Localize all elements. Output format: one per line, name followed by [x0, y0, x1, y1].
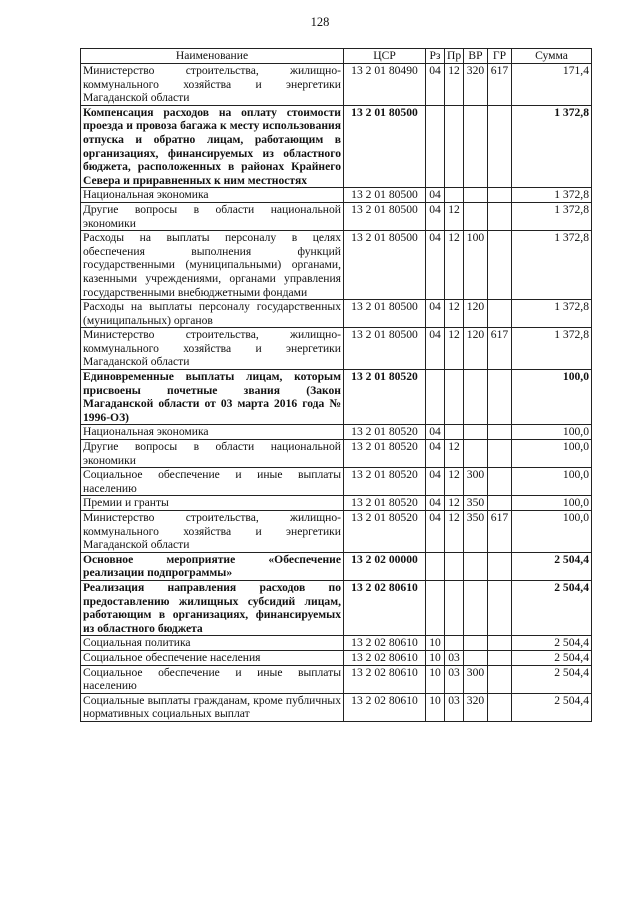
cell-pr — [445, 636, 464, 651]
cell-name: Социальное обеспечение и иные выплаты населению — [81, 665, 344, 693]
cell-sum: 2 504,4 — [512, 665, 592, 693]
cell-vr: 320 — [464, 693, 488, 721]
cell-vr — [464, 202, 488, 230]
cell-gr: 617 — [488, 64, 512, 106]
cell-sum: 100,0 — [512, 440, 592, 468]
table-row — [81, 693, 592, 721]
cell-name: Другие вопросы в области национальной экономики — [81, 440, 344, 468]
cell-csr: 13 2 02 80610 — [344, 665, 426, 693]
cell-rz — [426, 370, 445, 425]
cell-name: Единовременные выплаты лицам, которым присвоены почетные звания (Закон Магаданской области от 03 марта 2016 года № 1996-ОЗ) — [81, 370, 344, 425]
cell-name: Министерство строительства, жилищно-коммунального хозяйства и энергетики Магаданской области — [81, 328, 344, 370]
cell-csr: 13 2 02 80610 — [344, 580, 426, 635]
cell-pr: 12 — [445, 300, 464, 328]
cell-sum: 100,0 — [512, 496, 592, 511]
table-row — [81, 300, 592, 328]
cell-csr: 13 2 01 80520 — [344, 511, 426, 553]
cell-rz: 04 — [426, 328, 445, 370]
table-row — [81, 188, 592, 203]
cell-rz: 04 — [426, 64, 445, 106]
cell-vr — [464, 552, 488, 580]
table-row — [81, 370, 592, 425]
cell-csr: 13 2 01 80500 — [344, 202, 426, 230]
cell-sum: 100,0 — [512, 425, 592, 440]
cell-sum: 2 504,4 — [512, 580, 592, 635]
cell-sum: 1 372,8 — [512, 300, 592, 328]
cell-name: Национальная экономика — [81, 188, 344, 203]
cell-vr: 350 — [464, 511, 488, 553]
cell-sum: 2 504,4 — [512, 650, 592, 665]
cell-gr — [488, 188, 512, 203]
cell-sum: 1 372,8 — [512, 328, 592, 370]
cell-gr — [488, 468, 512, 496]
cell-name: Премии и гранты — [81, 496, 344, 511]
cell-name: Министерство строительства, жилищно-коммунального хозяйства и энергетики Магаданской области — [81, 64, 344, 106]
table-row — [81, 468, 592, 496]
cell-csr: 13 2 01 80500 — [344, 328, 426, 370]
cell-rz: 04 — [426, 231, 445, 300]
cell-vr: 300 — [464, 665, 488, 693]
cell-pr — [445, 188, 464, 203]
cell-gr — [488, 552, 512, 580]
table-row — [81, 552, 592, 580]
cell-gr — [488, 693, 512, 721]
header-pr: Пр — [445, 49, 464, 64]
cell-gr: 617 — [488, 511, 512, 553]
cell-rz: 04 — [426, 202, 445, 230]
cell-pr: 12 — [445, 440, 464, 468]
cell-pr: 03 — [445, 693, 464, 721]
table-row — [81, 665, 592, 693]
cell-csr: 13 2 01 80520 — [344, 440, 426, 468]
cell-csr: 13 2 02 80610 — [344, 693, 426, 721]
cell-name: Социальное обеспечение населения — [81, 650, 344, 665]
cell-rz — [426, 105, 445, 188]
table-row — [81, 650, 592, 665]
cell-sum: 2 504,4 — [512, 636, 592, 651]
cell-vr: 350 — [464, 496, 488, 511]
cell-gr — [488, 650, 512, 665]
cell-rz: 10 — [426, 650, 445, 665]
cell-gr — [488, 636, 512, 651]
cell-gr — [488, 300, 512, 328]
cell-vr — [464, 188, 488, 203]
cell-rz — [426, 552, 445, 580]
header-vr: ВР — [464, 49, 488, 64]
cell-name: Компенсация расходов на оплату стоимости проезда и провоза багажа к месту использования отпуска и обратно лицам, работающим в организациях, финансируемых из областного бюджета, расположенных в районах Крайнего Севера и приравненных к ним местностях — [81, 105, 344, 188]
cell-sum: 1 372,8 — [512, 188, 592, 203]
table-row — [81, 328, 592, 370]
cell-vr — [464, 105, 488, 188]
cell-vr: 120 — [464, 328, 488, 370]
cell-pr: 03 — [445, 665, 464, 693]
cell-name: Социальное обеспечение и иные выплаты населению — [81, 468, 344, 496]
cell-vr: 320 — [464, 64, 488, 106]
table-row — [81, 511, 592, 553]
table-row — [81, 202, 592, 230]
cell-name: Расходы на выплаты персоналу в целях обеспечения выполнения функций государственными (муниципальными) органами, казенными учреждениями, органами управления государственными внебюджетными фондами — [81, 231, 344, 300]
cell-pr — [445, 425, 464, 440]
table-body — [81, 64, 592, 722]
cell-pr: 12 — [445, 468, 464, 496]
cell-vr: 120 — [464, 300, 488, 328]
page-number: 128 — [310, 15, 330, 29]
cell-gr — [488, 580, 512, 635]
table-row — [81, 425, 592, 440]
cell-name: Основное мероприятие «Обеспечение реализации подпрограммы» — [81, 552, 344, 580]
cell-sum: 100,0 — [512, 511, 592, 553]
header-sum: Сумма — [512, 49, 592, 64]
cell-csr: 13 2 01 80500 — [344, 231, 426, 300]
cell-sum: 171,4 — [512, 64, 592, 106]
cell-pr: 12 — [445, 202, 464, 230]
cell-name: Расходы на выплаты персоналу государственных (муниципальных) органов — [81, 300, 344, 328]
cell-name: Социальные выплаты гражданам, кроме публичных нормативных социальных выплат — [81, 693, 344, 721]
cell-pr — [445, 552, 464, 580]
cell-rz: 04 — [426, 440, 445, 468]
cell-gr — [488, 425, 512, 440]
cell-gr — [488, 370, 512, 425]
header-csr: ЦСР — [344, 49, 426, 64]
header-rz: Рз — [426, 49, 445, 64]
table-row — [81, 440, 592, 468]
cell-name: Национальная экономика — [81, 425, 344, 440]
cell-csr: 13 2 01 80500 — [344, 105, 426, 188]
cell-rz: 10 — [426, 665, 445, 693]
cell-pr — [445, 370, 464, 425]
cell-pr — [445, 580, 464, 635]
cell-sum: 2 504,4 — [512, 552, 592, 580]
cell-gr — [488, 665, 512, 693]
cell-rz — [426, 580, 445, 635]
table-row — [81, 231, 592, 300]
cell-pr — [445, 105, 464, 188]
table-row — [81, 580, 592, 635]
cell-sum: 100,0 — [512, 370, 592, 425]
cell-rz: 10 — [426, 636, 445, 651]
cell-sum: 1 372,8 — [512, 231, 592, 300]
cell-gr — [488, 496, 512, 511]
cell-vr: 300 — [464, 468, 488, 496]
cell-gr — [488, 105, 512, 188]
header-name: Наименование — [81, 49, 344, 64]
cell-csr: 13 2 01 80490 — [344, 64, 426, 106]
header-gr: ГР — [488, 49, 512, 64]
cell-vr: 100 — [464, 231, 488, 300]
cell-csr: 13 2 01 80500 — [344, 188, 426, 203]
budget-table — [80, 48, 592, 722]
table-row — [81, 636, 592, 651]
table-header-row — [81, 49, 592, 64]
cell-rz: 04 — [426, 188, 445, 203]
cell-vr — [464, 425, 488, 440]
cell-gr — [488, 231, 512, 300]
cell-csr: 13 2 02 80610 — [344, 650, 426, 665]
cell-rz: 04 — [426, 468, 445, 496]
cell-name: Социальная политика — [81, 636, 344, 651]
cell-name: Министерство строительства, жилищно-коммунального хозяйства и энергетики Магаданской области — [81, 511, 344, 553]
cell-pr: 12 — [445, 496, 464, 511]
cell-vr — [464, 636, 488, 651]
cell-rz: 04 — [426, 425, 445, 440]
table-row — [81, 496, 592, 511]
cell-pr: 12 — [445, 328, 464, 370]
cell-gr — [488, 202, 512, 230]
cell-vr — [464, 580, 488, 635]
cell-pr: 12 — [445, 511, 464, 553]
cell-sum: 100,0 — [512, 468, 592, 496]
cell-csr: 13 2 02 80610 — [344, 636, 426, 651]
table-row — [81, 105, 592, 188]
cell-rz: 04 — [426, 511, 445, 553]
cell-csr: 13 2 01 80520 — [344, 496, 426, 511]
cell-rz: 04 — [426, 300, 445, 328]
cell-name: Другие вопросы в области национальной экономики — [81, 202, 344, 230]
cell-gr: 617 — [488, 328, 512, 370]
cell-rz: 04 — [426, 496, 445, 511]
cell-csr: 13 2 02 00000 — [344, 552, 426, 580]
cell-vr — [464, 370, 488, 425]
cell-csr: 13 2 01 80500 — [344, 300, 426, 328]
cell-csr: 13 2 01 80520 — [344, 370, 426, 425]
cell-sum: 1 372,8 — [512, 202, 592, 230]
cell-pr: 12 — [445, 231, 464, 300]
cell-name: Реализация направления расходов по предоставлению жилищных субсидий лицам, работающим в организациях, финансируемых из областного бюджета — [81, 580, 344, 635]
cell-csr: 13 2 01 80520 — [344, 468, 426, 496]
cell-pr: 03 — [445, 650, 464, 665]
cell-vr — [464, 440, 488, 468]
cell-sum: 1 372,8 — [512, 105, 592, 188]
cell-gr — [488, 440, 512, 468]
cell-vr — [464, 650, 488, 665]
cell-pr: 12 — [445, 64, 464, 106]
cell-sum: 2 504,4 — [512, 693, 592, 721]
cell-rz: 10 — [426, 693, 445, 721]
table-row — [81, 64, 592, 106]
cell-csr: 13 2 01 80520 — [344, 425, 426, 440]
